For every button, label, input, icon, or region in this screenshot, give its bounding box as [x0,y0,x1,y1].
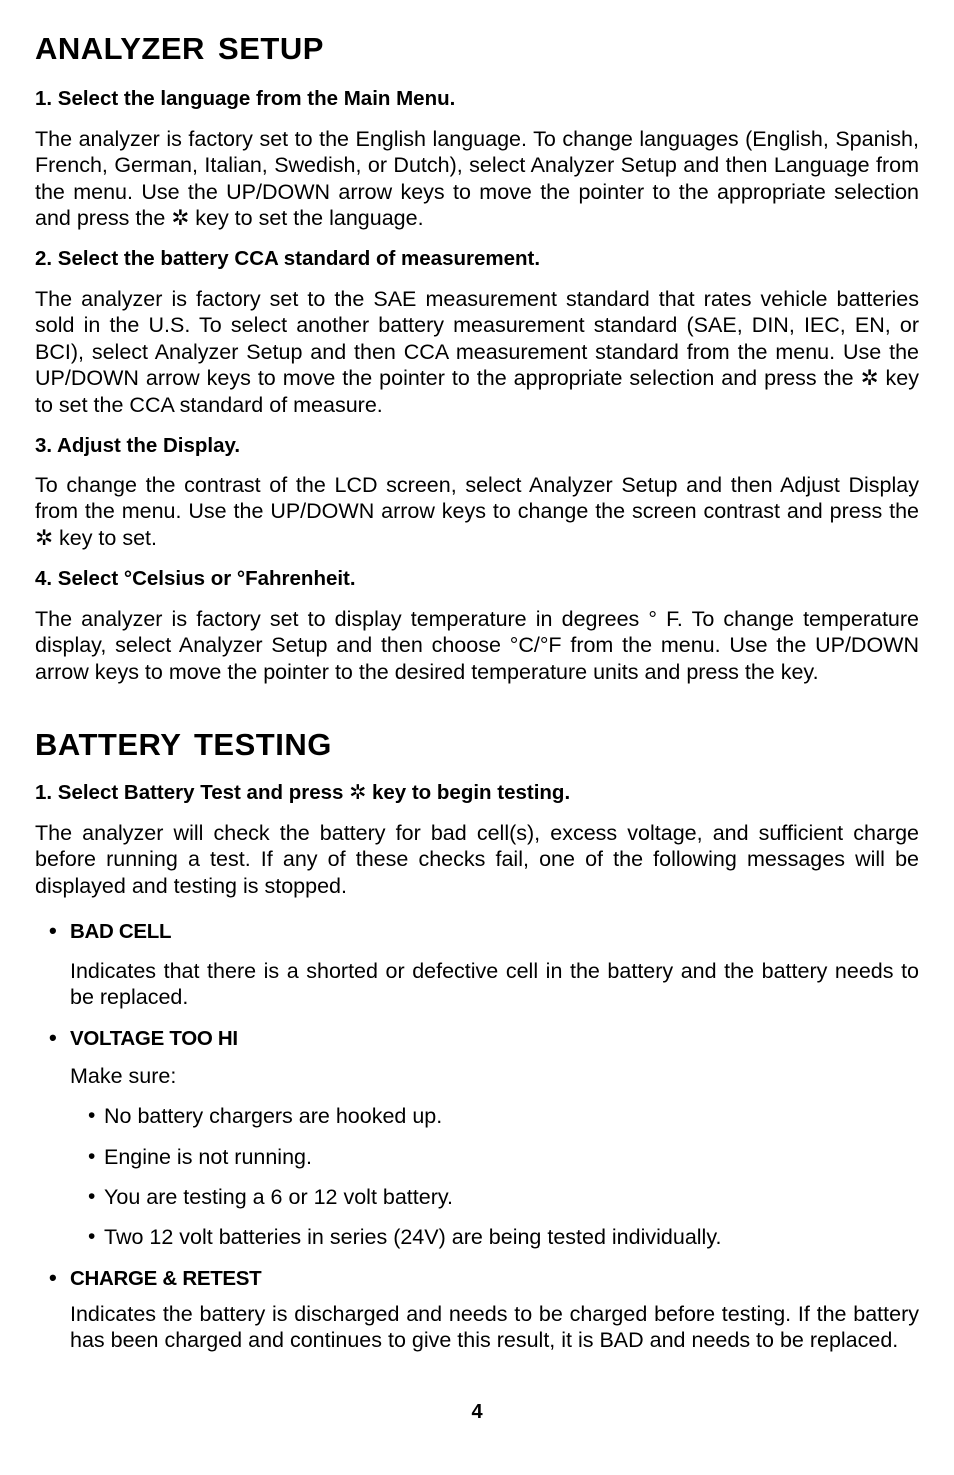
step-body-temperature: The analyzer is factory set to display temperature in degrees ° F. To change temperature display, select Analyzer Setup and then choose °C/°F from the menu. Use the UP/DOWN arrow keys to move the pointer to the desired temperature units and press the key. [35,607,919,684]
message-body-charge-retest: Indicates the battery is discharged and needs to be charged before testing. If the battery has been charged and continues to give this result, it is BAD and needs to be replaced. [70,1302,919,1353]
check-item: You are testing a 6 or 12 volt battery. [104,1185,453,1209]
step-heading-battery-test: 1. Select Battery Test and press ✲ key to begin testing. [35,781,571,804]
section-title-battery-testing: BATTERY TESTING [35,727,332,762]
step-heading-adjust-display: 3. Adjust the Display. [35,434,241,457]
check-item: Two 12 volt batteries in series (24V) are being tested individually. [104,1225,722,1249]
message-label-bad-cell: BAD CELL [70,920,172,943]
sub-bullet-icon: • [88,1145,96,1168]
message-body-voltage-too-hi: Make sure: [70,1064,177,1088]
message-label-charge-retest: CHARGE & RETEST [70,1267,262,1290]
sub-bullet-icon: • [88,1225,96,1248]
message-label-voltage-too-hi: VOLTAGE TOO HI [70,1027,238,1050]
step-heading-language: 1. Select the language from the Main Menu. [35,87,456,110]
battery-test-intro: The analyzer will check the battery for bad cell(s), excess voltage, and sufficient charge before running a test. If any of these checks fail, one of the following messages will be displayed and testing is stopped. [35,821,919,898]
step-body-adjust-display: To change the contrast of the LCD screen, select Analyzer Setup and then Adjust Display from the menu. Use the UP/DOWN arrow keys to change the screen contrast and press the ✲ key to set. [35,473,919,550]
message-body-bad-cell: Indicates that there is a shorted or defective cell in the battery and the battery needs to be replaced. [70,959,919,1010]
page-number: 4 [471,1401,483,1423]
check-item: No battery chargers are hooked up. [104,1104,443,1128]
bullet-icon: • [49,918,57,943]
step-heading-temperature: 4. Select °Celsius or °Fahrenheit. [35,567,356,590]
sub-bullet-icon: • [88,1185,96,1208]
bullet-icon: • [49,1265,57,1290]
section-title-analyzer-setup: ANALYZER SETUP [35,31,324,66]
step-body-cca-standard: The analyzer is factory set to the SAE measurement standard that rates vehicle batteries sold in the U.S. To select another battery measurement standard (SAE, DIN, IEC, EN, or BCI), select Analyzer Setup and then CCA measurement standard from the menu. Use the UP/DOWN arrow keys to move the pointer to the appropriate selection and press the ✲ key to set the CCA standard of measure. [35,287,919,417]
sub-bullet-icon: • [88,1104,96,1127]
step-heading-cca-standard: 2. Select the battery CCA standard of measurement. [35,247,541,270]
bullet-icon: • [49,1025,57,1050]
check-item: Engine is not running. [104,1145,312,1169]
step-body-language: The analyzer is factory set to the English language. To change languages (English, Spanish, French, German, Italian, Swedish, or Dutch), select Analyzer Setup and then Language from the menu. Use the UP/DOWN arrow keys to move the pointer to the appropriate selection and press the ✲ key to set the language. [35,127,919,231]
